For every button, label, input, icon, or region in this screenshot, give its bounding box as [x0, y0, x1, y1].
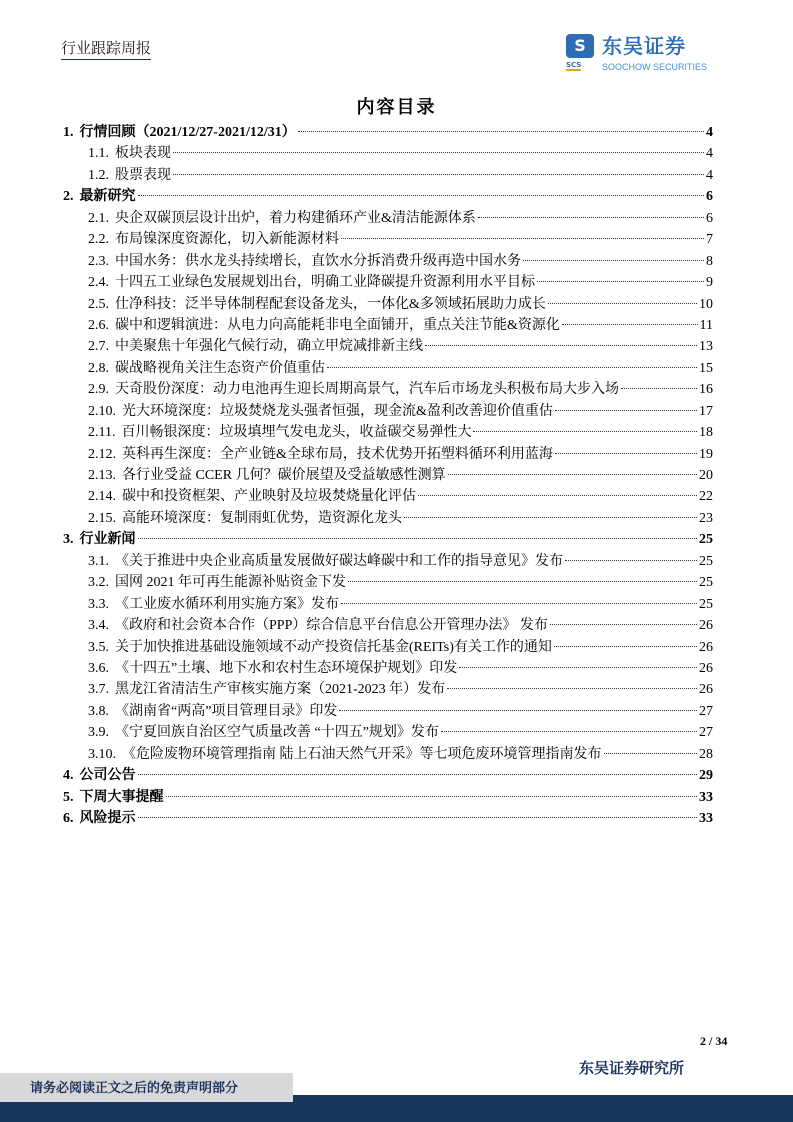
toc-entry-number: 2.8.	[88, 360, 109, 376]
toc-entry-title: 《十四五”土壤、地下水和农村生态环境保护规划》印发	[115, 660, 458, 676]
logo-mark-icon: S	[566, 34, 594, 58]
toc-entry[interactable]	[63, 722, 713, 743]
toc-entry-title: 公司公告	[79, 768, 136, 784]
toc-entry-number: 3.8.	[88, 703, 109, 719]
toc-entry-title: 《危险废物环境管理指南 陆上石油天然气开采》等七项危废环境管理指南发布	[122, 746, 602, 762]
toc-entry-number: 2.3.	[88, 253, 109, 269]
toc-entry[interactable]	[63, 143, 713, 164]
toc-leader-dots	[621, 388, 697, 389]
toc-entry[interactable]	[63, 808, 713, 829]
toc-title: 内容目录	[356, 97, 437, 117]
toc-entry-number: 2.6.	[88, 317, 109, 333]
toc-leader-dots	[418, 495, 697, 496]
toc-entry-title: 《关于推进中央企业高质量发展做好碳达峰碳中和工作的指导意见》发布	[115, 553, 563, 569]
toc-entry-page: 29	[699, 768, 713, 784]
report-type-header: 行业跟踪周报	[61, 40, 151, 60]
toc-entry-number: 2.4.	[88, 275, 109, 291]
toc-entry-page: 25	[699, 553, 713, 569]
toc-entry[interactable]	[63, 401, 713, 422]
toc-entry-page: 33	[699, 789, 713, 805]
toc-entry-number: 2.1.	[88, 210, 109, 226]
toc-entry-title: 中美聚焦十年强化气候行动，确立甲烷减排新主线	[115, 339, 423, 355]
toc-entry-title: 国网 2021 年可再生能源补贴资金下发	[115, 575, 346, 591]
disclaimer-notice: 请务必阅读正文之后的免责声明部分	[0, 1073, 293, 1102]
toc-leader-dots	[173, 152, 704, 153]
toc-entry-page: 6	[706, 189, 713, 205]
toc-entry-page: 25	[699, 532, 713, 548]
toc-entry-page: 20	[699, 468, 713, 483]
toc-entry-title: 风险提示	[79, 811, 136, 826]
toc-entry[interactable]	[63, 594, 713, 615]
toc-entry[interactable]	[63, 336, 713, 357]
toc-entry-page: 26	[699, 618, 713, 634]
toc-leader-dots	[555, 410, 697, 411]
toc-entry-number: 1.1.	[88, 146, 109, 162]
toc-entry-title: 行业新闻	[79, 532, 136, 548]
table-of-contents	[63, 122, 713, 829]
toc-entry[interactable]	[63, 529, 713, 550]
toc-leader-dots	[523, 260, 704, 261]
toc-entry-page: 25	[699, 596, 713, 612]
toc-entry-page: 4	[706, 146, 713, 162]
institute-name: 东吴证券研究所	[579, 1061, 685, 1077]
toc-leader-dots	[459, 667, 697, 668]
toc-leader-dots	[554, 646, 697, 647]
toc-entry-title: 央企双碳顶层设计出炉，着力构建循环产业&清洁能源体系	[115, 210, 476, 226]
toc-entry[interactable]	[63, 444, 713, 465]
toc-entry-title: 下周大事提醒	[79, 789, 164, 805]
toc-entry-title: 关于加快推进基础设施领域不动产投资信托基金(REITs)有关工作的通知	[115, 639, 552, 655]
toc-entry-title: 布局镍深度资源化，切入新能源材料	[115, 232, 339, 248]
toc-entry-number: 2.10.	[88, 403, 116, 419]
toc-entry-number: 2.11.	[88, 425, 116, 441]
toc-entry-page: 26	[699, 639, 713, 655]
toc-entry-page: 10	[699, 296, 713, 312]
toc-entry-number: 6.	[63, 811, 74, 826]
toc-entry-number: 3.3.	[88, 596, 109, 612]
toc-entry-number: 1.	[63, 125, 74, 140]
toc-entry[interactable]	[63, 572, 713, 593]
toc-entry[interactable]	[63, 165, 713, 186]
toc-leader-dots	[166, 796, 698, 797]
toc-entry-number: 2.5.	[88, 296, 109, 312]
logo-cn-text: 东吴证券	[602, 34, 686, 58]
toc-entry[interactable]	[63, 508, 713, 529]
toc-entry-page: 33	[699, 811, 713, 826]
toc-leader-dots	[441, 731, 697, 732]
toc-leader-dots	[562, 324, 698, 325]
logo-abbr: SCS	[566, 61, 582, 69]
toc-leader-dots	[425, 345, 697, 346]
toc-leader-dots	[537, 281, 704, 282]
toc-leader-dots	[138, 195, 705, 196]
toc-entry-number: 2.9.	[88, 382, 109, 398]
toc-entry-title: 各行业受益 CCER 几何？碳价展望及受益敏感性测算	[122, 468, 446, 483]
toc-entry[interactable]	[63, 186, 713, 207]
toc-leader-dots	[555, 453, 697, 454]
toc-leader-dots	[348, 581, 697, 582]
toc-entry-title: 碳中和投资框架、产业映射及垃圾焚烧量化评估	[122, 489, 416, 505]
toc-entry-number: 2.2.	[88, 232, 109, 248]
toc-entry-page: 19	[699, 446, 713, 462]
toc-leader-dots	[138, 817, 698, 818]
toc-entry-number: 3.2.	[88, 575, 109, 591]
toc-entry[interactable]	[63, 122, 713, 143]
toc-entry[interactable]	[63, 787, 713, 808]
toc-entry[interactable]	[63, 551, 713, 572]
toc-entry[interactable]	[63, 465, 713, 486]
toc-entry-title: 碳中和逻辑演进：从电力向高能耗非电全面铺开，重点关注节能&资源化	[115, 317, 560, 333]
toc-entry-number: 2.13.	[88, 468, 116, 483]
toc-entry[interactable]	[63, 701, 713, 722]
toc-entry-page: 26	[699, 660, 713, 676]
toc-leader-dots	[604, 753, 698, 754]
toc-entry-number: 5.	[63, 789, 74, 805]
toc-entry[interactable]	[63, 744, 713, 765]
toc-entry[interactable]	[63, 679, 713, 700]
toc-entry-page: 13	[699, 339, 713, 355]
toc-entry-title: 《政府和社会资本合作（PPP）综合信息平台信息公开管理办法》 发布	[115, 618, 548, 634]
toc-leader-dots	[473, 431, 697, 432]
toc-leader-dots	[478, 217, 704, 218]
toc-entry[interactable]	[63, 294, 713, 315]
toc-entry-number: 3.7.	[88, 682, 109, 698]
toc-entry-number: 2.7.	[88, 339, 109, 355]
toc-entry[interactable]	[63, 229, 713, 250]
toc-entry-page: 22	[699, 489, 713, 505]
toc-leader-dots	[298, 131, 704, 132]
toc-entry[interactable]	[63, 615, 713, 636]
page-number: 2 / 34	[700, 1034, 728, 1048]
toc-entry[interactable]	[63, 251, 713, 272]
toc-leader-dots	[138, 538, 698, 539]
toc-entry-page: 9	[706, 275, 713, 291]
toc-entry-page: 27	[699, 725, 713, 741]
toc-entry-title: 股票表现	[115, 167, 171, 183]
toc-leader-dots	[565, 560, 697, 561]
toc-entry[interactable]	[63, 208, 713, 229]
toc-leader-dots	[173, 174, 704, 175]
toc-leader-dots	[448, 474, 697, 475]
toc-entry[interactable]	[63, 658, 713, 679]
toc-entry-title: 百川畅银深度：垃圾填埋气发电龙头，收益碳交易弹性大	[121, 425, 472, 441]
toc-entry[interactable]	[63, 315, 713, 336]
toc-entry-title: 仕净科技：泛半导体制程配套设备龙头，一体化&多领域拓展助力成长	[115, 296, 546, 312]
logo-en-text: SOOCHOW SECURITIES	[602, 62, 708, 72]
toc-entry-number: 3.	[63, 532, 74, 548]
toc-entry-number: 3.9.	[88, 725, 109, 741]
toc-entry-page: 16	[699, 382, 713, 398]
toc-entry[interactable]	[63, 358, 713, 379]
toc-entry-number: 3.4.	[88, 618, 109, 634]
toc-entry-title: 《宁夏回族自治区空气质量改善 “十四五”规划》发布	[115, 725, 439, 741]
toc-entry-title: 光大环境深度：垃圾焚烧龙头强者恒强，现金流&盈利改善迎价值重估	[122, 403, 553, 419]
toc-entry-title: 《工业废水循环利用实施方案》发布	[115, 596, 339, 612]
toc-entry[interactable]	[63, 379, 713, 400]
toc-entry-title: 英科再生深度：全产业链&全球布局，技术优势开拓塑料循环利用蓝海	[122, 446, 553, 462]
toc-entry-title: 碳战略视角关注生态资产价值重估	[115, 360, 325, 376]
toc-entry[interactable]	[63, 422, 713, 443]
toc-leader-dots	[341, 238, 704, 239]
toc-entry-page: 23	[699, 510, 713, 526]
toc-entry-title: 黑龙江省清洁生产审核实施方案（2021-2023 年）发布	[115, 682, 446, 698]
toc-entry-page: 6	[706, 210, 713, 226]
toc-leader-dots	[404, 517, 697, 518]
soochow-securities-logo	[566, 34, 736, 74]
toc-entry-title: 十四五工业绿色发展规划出台，明确工业降碳提升资源利用水平目标	[115, 275, 535, 291]
toc-entry-number: 2.14.	[88, 489, 116, 505]
toc-entry-number: 2.15.	[88, 510, 116, 526]
toc-entry-number: 2.12.	[88, 446, 116, 462]
toc-entry-page: 4	[706, 125, 713, 140]
toc-entry-page: 18	[699, 425, 713, 441]
toc-leader-dots	[550, 624, 697, 625]
toc-entry-title: 中国水务：供水龙头持续增长，直饮水分拆消费升级再造中国水务	[115, 253, 521, 269]
toc-entry-title: 行情回顾（2021/12/27-2021/12/31）	[79, 125, 296, 140]
toc-entry-page: 26	[699, 682, 713, 698]
toc-entry-page: 15	[699, 360, 713, 376]
toc-entry-page: 25	[699, 575, 713, 591]
toc-entry-number: 3.6.	[88, 660, 109, 676]
toc-entry-number: 2.	[63, 189, 74, 205]
toc-leader-dots	[339, 710, 697, 711]
toc-entry-page: 17	[699, 403, 713, 419]
toc-entry[interactable]	[63, 272, 713, 293]
toc-entry-page: 7	[706, 232, 713, 248]
toc-entry-page: 4	[706, 167, 713, 183]
toc-entry-number: 3.5.	[88, 639, 109, 655]
toc-leader-dots	[341, 603, 697, 604]
toc-entry[interactable]	[63, 486, 713, 507]
toc-leader-dots	[447, 688, 697, 689]
toc-entry-title: 板块表现	[115, 146, 171, 162]
toc-entry-number: 3.1.	[88, 553, 109, 569]
toc-entry-title: 天奇股份深度：动力电池再生迎长周期高景气，汽车后市场龙头积极布局大步入场	[115, 382, 619, 398]
toc-entry[interactable]	[63, 765, 713, 786]
toc-entry-page: 11	[699, 317, 713, 333]
toc-leader-dots	[327, 367, 697, 368]
toc-entry-page: 27	[699, 703, 713, 719]
toc-leader-dots	[548, 303, 697, 304]
toc-entry-title: 最新研究	[79, 189, 136, 205]
toc-entry-number: 3.10.	[88, 746, 116, 762]
toc-leader-dots	[138, 774, 698, 775]
toc-entry-page: 28	[699, 746, 713, 762]
toc-entry-number: 4.	[63, 768, 74, 784]
toc-entry-title: 高能环境深度：复制雨虹优势，造资源化龙头	[122, 510, 402, 526]
toc-entry[interactable]	[63, 637, 713, 658]
toc-entry-number: 1.2.	[88, 167, 109, 183]
toc-entry-title: 《湖南省“两高”项目管理目录》印发	[115, 703, 338, 719]
toc-entry-page: 8	[706, 253, 713, 269]
